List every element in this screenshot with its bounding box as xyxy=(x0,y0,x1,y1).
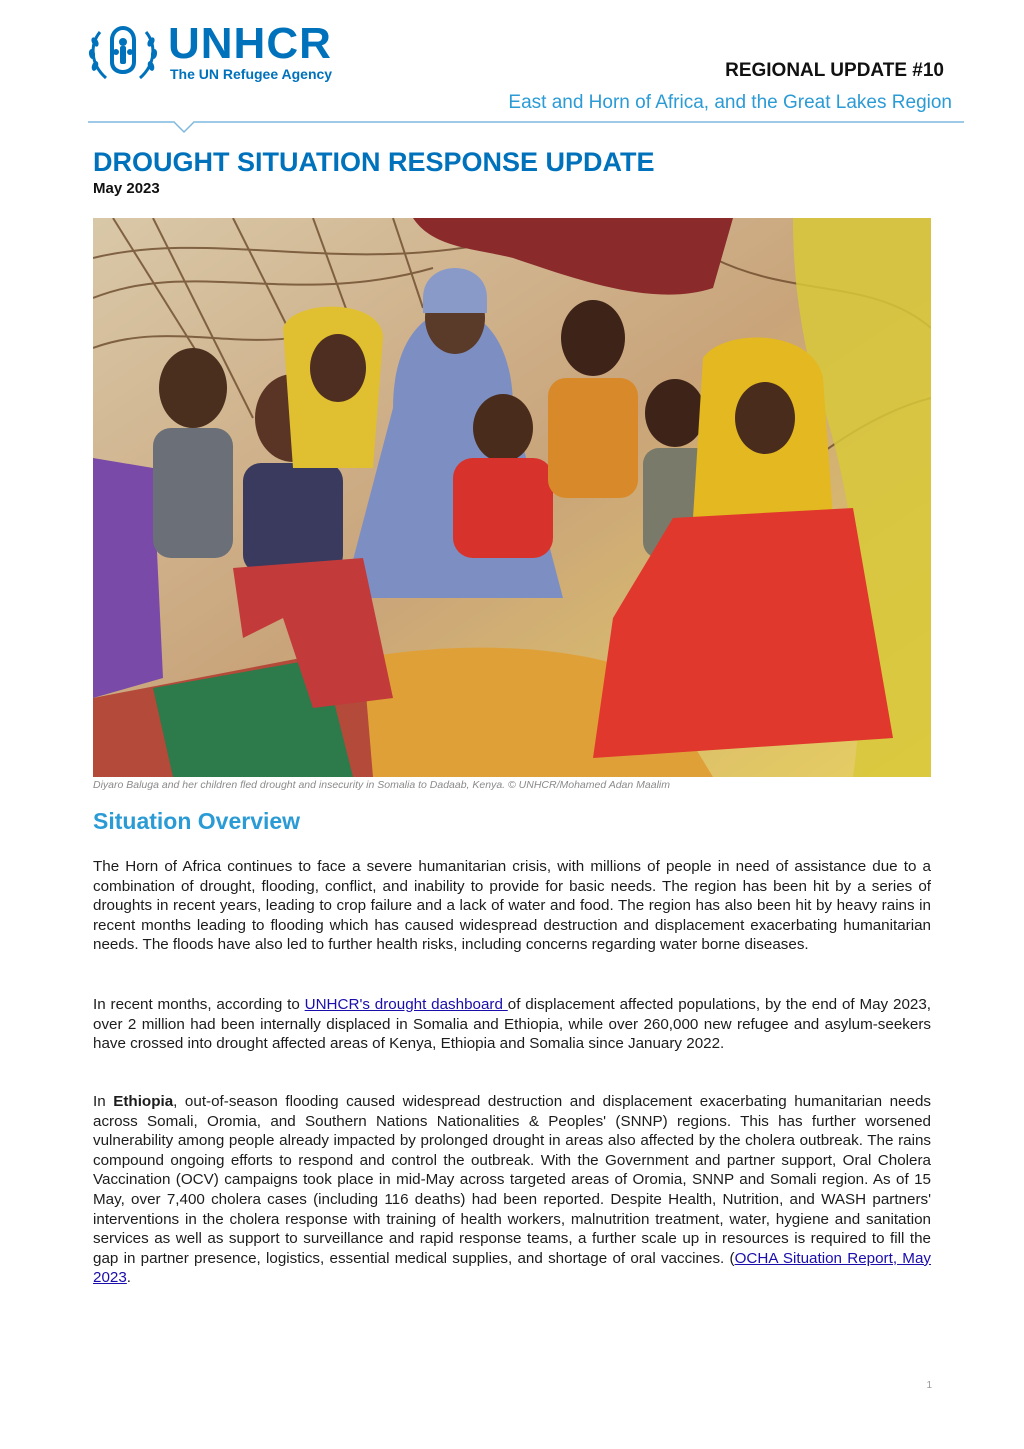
paragraph-text: , out-of-season flooding caused widespread destruction and displacement exacerbating humanitarian needs across Somali, Oromia, and Southern Nations Nationalities & Peoples' (SNNP) regions. This has further worsened vulnerability among people already impacted by prolonged drought in areas also affected by the cholera outbreak. The rains compound ongoing efforts to respond and control the outbreak. With the Government and partner support, Oral Cholera Vaccination (OCV) campaigns took place in mid-May across targeted areas of Oromia, SNNP and Somali region. As of 15 May, over 7,400 cholera cases (including 116 deaths) had been reported. Despite Health, Nutrition, and WASH partners' interventions in the cholera response with training of health workers, malnutrition treatment, water, hygiene and sanitation services as well as support to surveillance and rapid response teams, a further scale up in resources is required to fill the gap in partner presence, logistics, essential medical supplies, and shortage of oral vaccines. ( xyxy=(93,1093,931,1267)
laurel-family-icon xyxy=(86,22,160,84)
paragraph-text: In xyxy=(93,1093,114,1110)
unhcr-logo xyxy=(86,19,333,84)
report-date: May 2023 xyxy=(93,180,160,197)
paragraph-text: of displacement affected populations, by the end of May 2023, over 2 million had been internally displaced in Somalia and Ethiopia, while over 260,000 new refugee and asylum-seekers have crossed into drought affected areas of Kenya, Ethiopia and Somalia since January 2022. xyxy=(93,996,931,1053)
region-label: East and Horn of Africa, and the Great Lakes Region xyxy=(508,92,952,113)
drought-dashboard-link[interactable]: UNHCR's drought dashboard xyxy=(304,996,508,1013)
photo-caption: Diyaro Baluga and her children fled drought and insecurity in Somalia to Dadaab, Kenya. © UNHCR/Mohamed Adan Maalim xyxy=(93,779,670,791)
paragraph-text: In recent months, according to xyxy=(93,996,305,1013)
logo-tagline: The UN Refugee Agency xyxy=(170,66,333,82)
logo-name: UNHCR xyxy=(168,19,332,68)
section-heading: Situation Overview xyxy=(93,808,301,834)
paragraph-overview: The Horn of Africa continues to face a severe humanitarian crisis, with millions of people in need of assistance due to a combination of drought, flooding, conflict, and inability to provide for basic needs. The region has been hit by a series of droughts in recent years, leading to crop failure and a lack of water and food. The region has also been hit by heavy rains in recent months leading to flooding which has caused widespread destruction and displacement exacerbating humanitarian needs. The floods have also led to further health risks, including concerns regarding water borne diseases. xyxy=(93,858,931,954)
country-name: Ethiopia xyxy=(113,1093,174,1110)
paragraph-displacement xyxy=(93,995,931,1054)
paragraph-ethiopia xyxy=(93,1092,931,1288)
regional-update-label: REGIONAL UPDATE #10 xyxy=(725,60,944,81)
header-divider xyxy=(88,120,964,138)
ocha-report-link[interactable]: OCHA Situation Report, May 2023 xyxy=(93,1249,931,1287)
cover-photo xyxy=(93,218,931,777)
paragraph-text: . xyxy=(126,1269,132,1287)
page-title: DROUGHT SITUATION RESPONSE UPDATE xyxy=(93,147,655,177)
page-number: 1 xyxy=(926,1380,932,1391)
